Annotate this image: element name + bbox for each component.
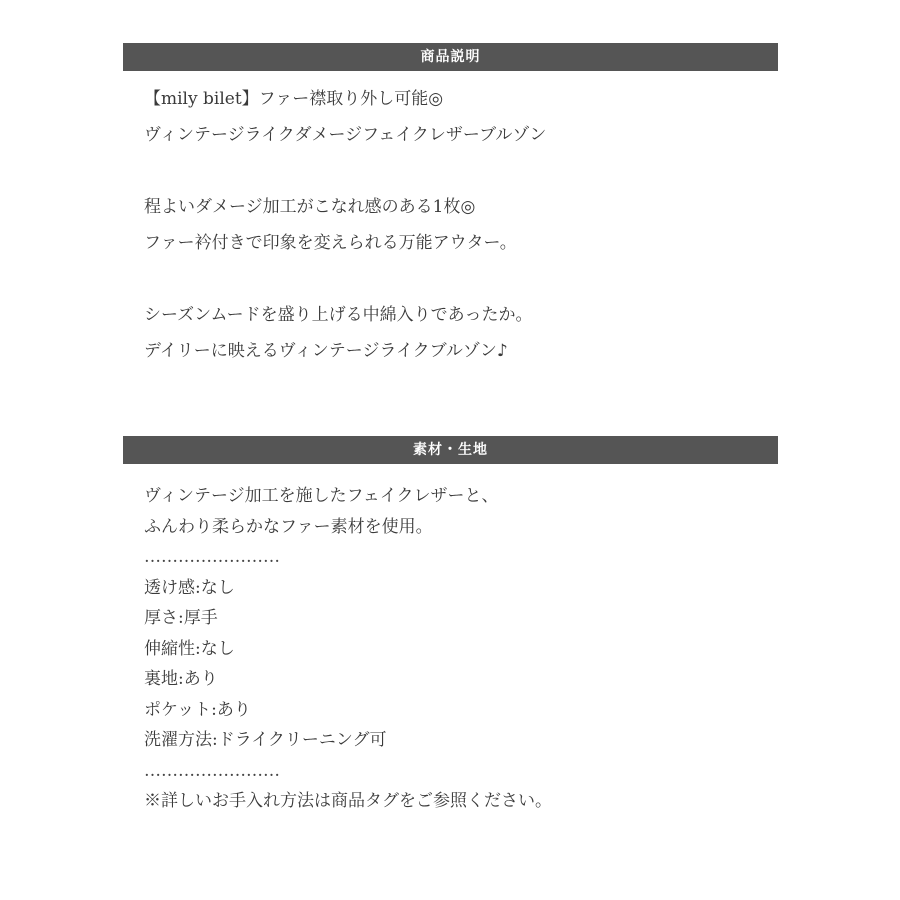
spec-lining: 裏地:あり — [144, 669, 218, 689]
section-header-material: 素材・生地 — [123, 436, 778, 464]
material-line: ヴィンテージ加工を施したフェイクレザーと、 — [144, 486, 499, 506]
dotted-separator: …………………… — [144, 547, 280, 567]
description-line: 程よいダメージ加工がこなれ感のある1枚◎ — [144, 197, 476, 217]
spec-thickness: 厚さ:厚手 — [144, 608, 218, 628]
material-line: ふんわり柔らかなファー素材を使用。 — [144, 516, 433, 537]
material-text-block — [144, 481, 774, 817]
spec-washing: 洗濯方法:ドライクリーニング可 — [144, 730, 387, 750]
section-header-description: 商品説明 — [123, 43, 778, 71]
description-line-subtitle: ヴィンテージライクダメージフェイクレザーブルゾン — [144, 125, 547, 145]
description-spacer — [144, 261, 774, 297]
care-note: ※詳しいお手入れ方法は商品タグをご参照ください。 — [144, 791, 552, 811]
description-spacer — [144, 153, 774, 189]
description-text-block — [144, 81, 774, 369]
spec-transparency: 透け感:なし — [144, 577, 235, 598]
description-line: デイリーに映えるヴィンテージライクブルゾン♪ — [144, 341, 508, 361]
spec-pocket: ポケット:あり — [144, 699, 251, 720]
dotted-separator: …………………… — [144, 760, 280, 781]
spec-stretch: 伸縮性:なし — [144, 638, 235, 659]
description-line-title: 【mily bilet】ファー襟取り外し可能◎ — [144, 89, 444, 109]
description-line: ファー衿付きで印象を変えられる万能アウター。 — [144, 233, 517, 253]
description-line: シーズンムードを盛り上げる中綿入りであったか。 — [144, 305, 533, 325]
